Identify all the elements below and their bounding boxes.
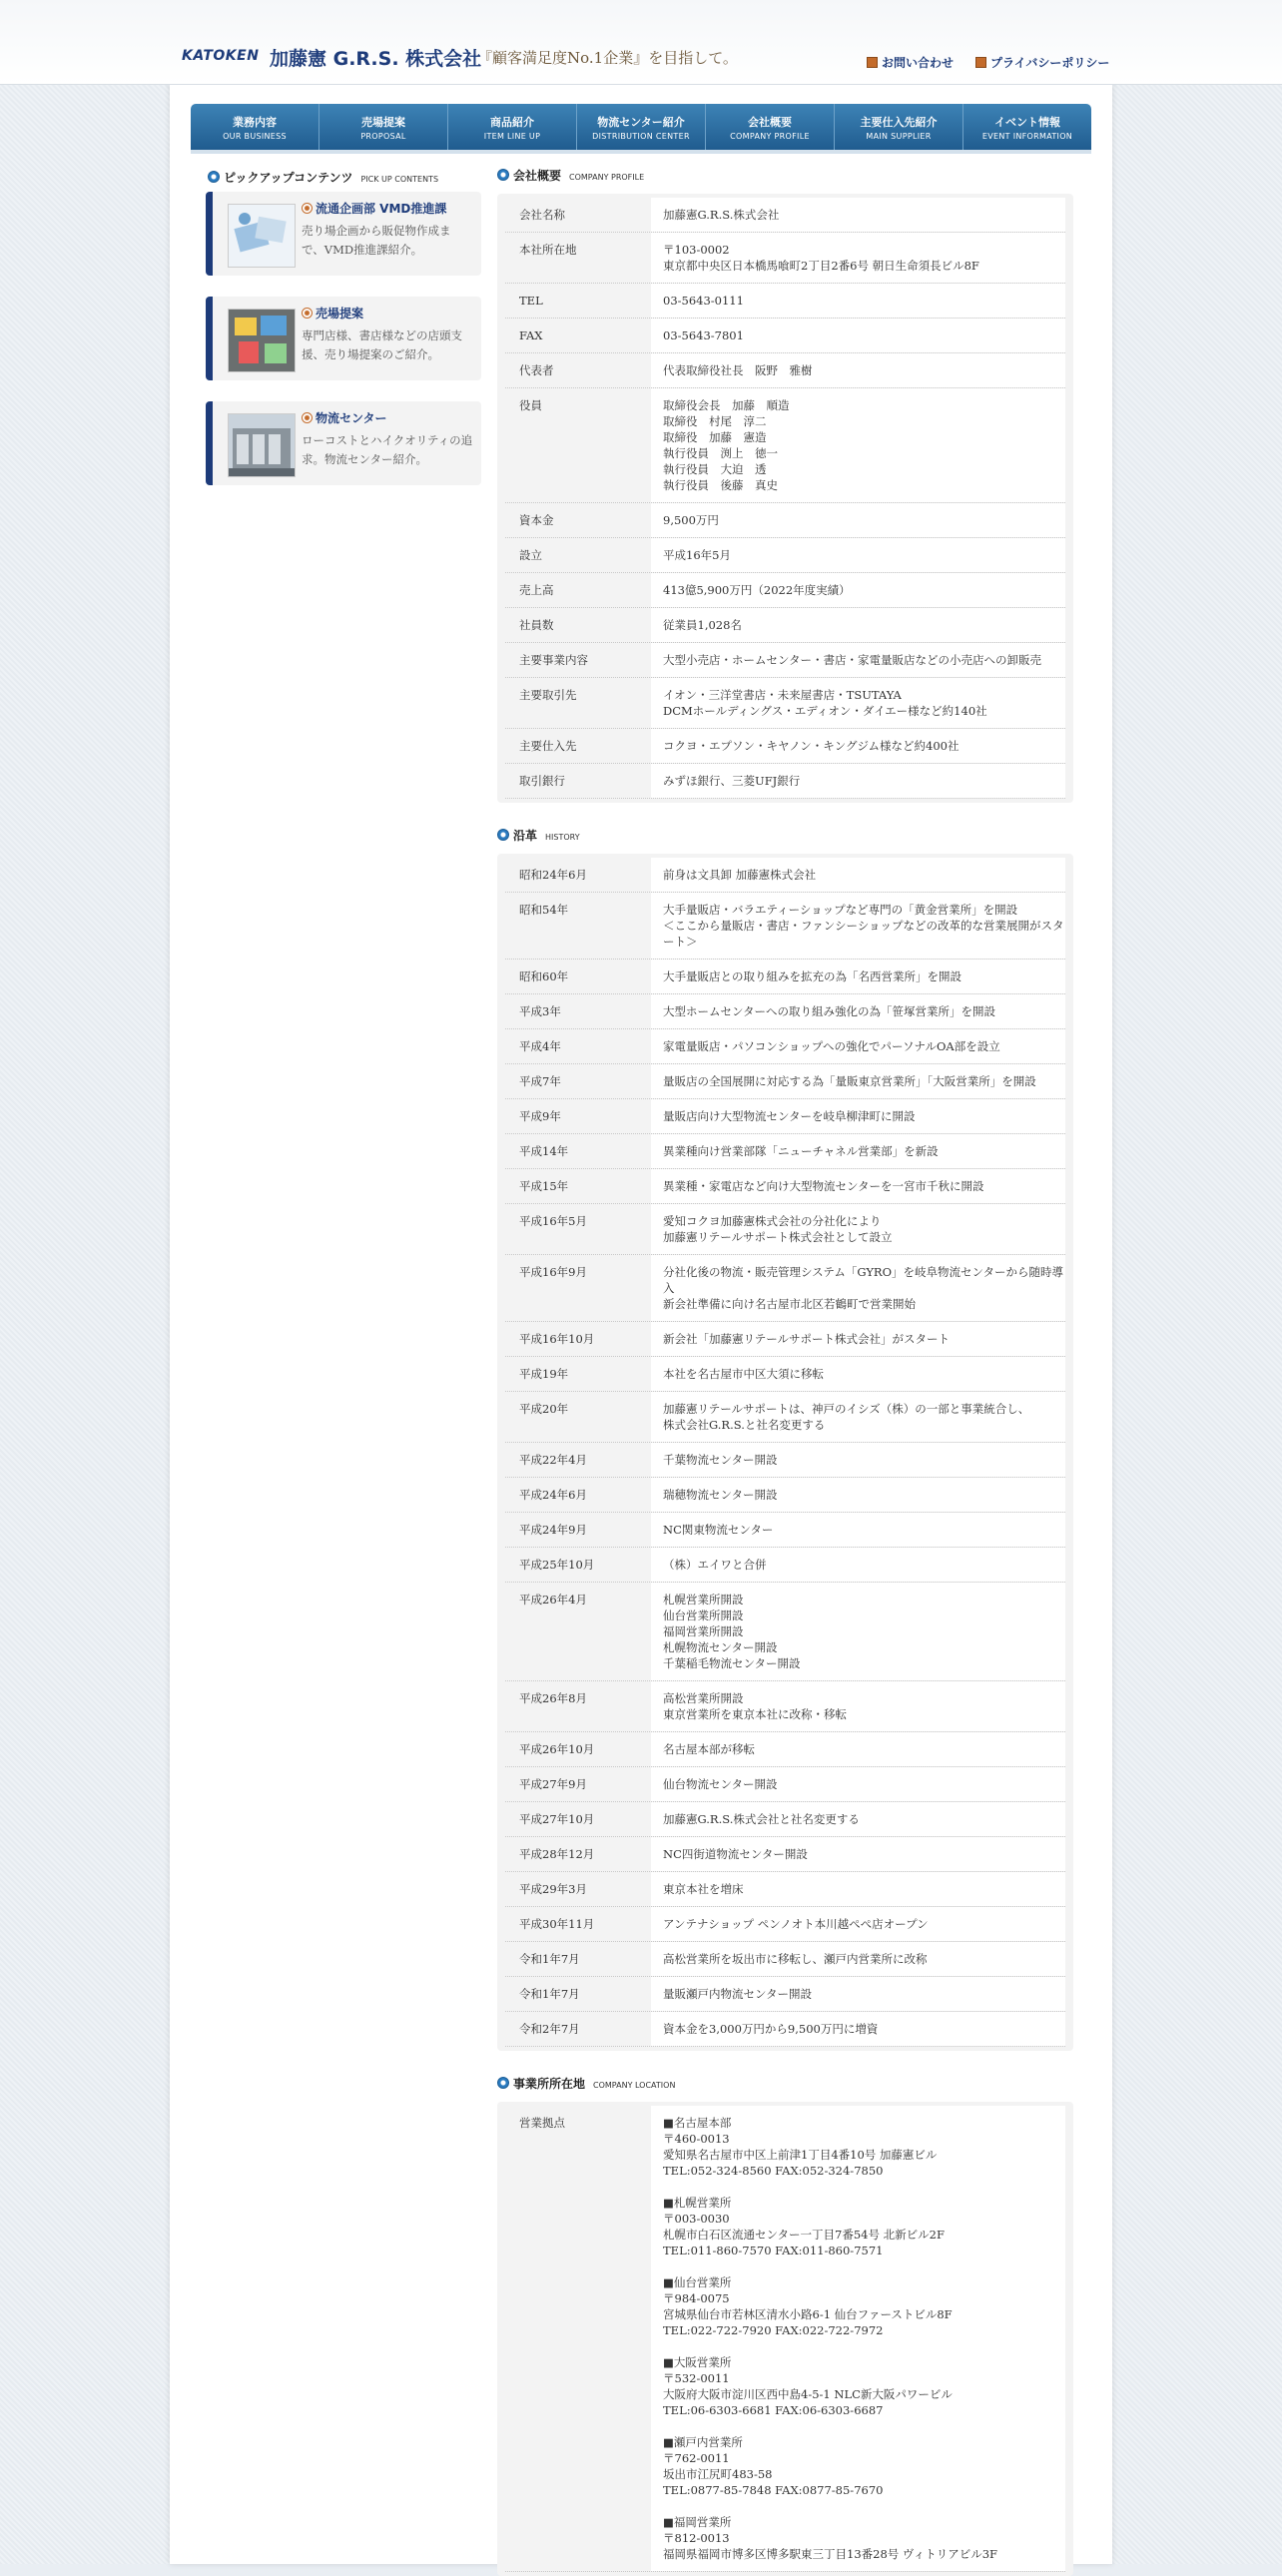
site-header [0, 0, 1282, 85]
table-row [505, 608, 1065, 643]
bullet-icon [497, 829, 509, 841]
row-value: 千葉物流センター開設 [651, 1443, 1065, 1477]
table-row [505, 858, 1065, 893]
row-value: NC四街道物流センター開設 [651, 1837, 1065, 1871]
row-label: 平成20年 [519, 1402, 569, 1416]
row-label: 平成14年 [519, 1144, 569, 1158]
row-label: 会社名称 [519, 208, 565, 222]
row-label: 平成16年10月 [519, 1332, 595, 1346]
table-row [505, 643, 1065, 678]
row-label: 平成26年4月 [519, 1593, 587, 1607]
row-label: 平成3年 [519, 1004, 561, 1018]
row-label: 平成16年5月 [519, 1214, 587, 1228]
table-row [505, 1029, 1065, 1064]
row-value: 前身は文具卸 加藤憲株式会社 [651, 858, 1065, 892]
bullet-icon [208, 171, 220, 183]
table-row [505, 678, 1065, 729]
row-value: 仙台物流センター開設 [651, 1767, 1065, 1801]
row-label: 平成7年 [519, 1074, 561, 1088]
row-value: 取締役会長 加藤 順造 取締役 村尾 淳二 取締役 加藤 憲造 執行役員 渕上 徳一 執行役員 大迫 透 執行役員 後藤 真史 [651, 388, 1065, 502]
row-value: 03-5643-7801 [651, 319, 1065, 352]
row-label: 平成28年12月 [519, 1847, 595, 1861]
row-label: TEL [519, 294, 543, 308]
vmd-thumbnail [228, 204, 296, 268]
table-row [505, 1977, 1065, 2012]
katoken-logo[interactable]: KATOKEN [182, 48, 260, 64]
table-row [505, 1064, 1065, 1099]
company-name[interactable]: 加藤憲 G.R.S. 株式会社 [270, 48, 482, 70]
row-label: 代表者 [519, 363, 554, 377]
row-label: 平成24年6月 [519, 1488, 587, 1502]
row-label: FAX [519, 328, 543, 342]
profile-table [497, 194, 1073, 803]
row-value: 東京本社を増床 [651, 1872, 1065, 1906]
table-row [505, 729, 1065, 764]
pickup-heading: ピックアップコンテンツ PICK UP CONTENTS [208, 169, 438, 186]
row-label: 社員数 [519, 618, 554, 632]
nav-proposal[interactable]: 売場提案 PROPOSAL [320, 104, 448, 150]
nav-profile[interactable]: 会社概要 COMPANY PROFILE [706, 104, 835, 150]
row-value: 高松営業所を坂出市に移転し、瀬戸内営業所に改称 [651, 1942, 1065, 1976]
row-value: 高松営業所開設 東京営業所を東京本社に改称・移転 [651, 1681, 1065, 1731]
row-label: 設立 [519, 548, 542, 562]
profile-heading: 会社概要 COMPANY PROFILE [497, 167, 644, 184]
row-value: 家電量販店・パソコンショップへの強化でパーソナルOA部を設立 [651, 1029, 1065, 1063]
row-label: 昭和24年6月 [519, 868, 587, 882]
row-value: 異業種向け営業部隊「ニューチャネル営業部」を新設 [651, 1134, 1065, 1168]
row-label: 昭和60年 [519, 969, 569, 983]
table-row [505, 2106, 1065, 2572]
nav-items[interactable]: 商品紹介 ITEM LINE UP [448, 104, 577, 150]
row-label: 主要仕入先 [519, 739, 577, 753]
row-value: 大手量販店・バラエティーショップなど専門の「黄金営業所」を開設 ＜ここから量販店・書店・ファンシーショップなどの改革的な営業展開がスタート＞ [651, 893, 1065, 959]
table-row [505, 284, 1065, 319]
row-label: 平成26年8月 [519, 1691, 587, 1705]
row-label: 平成30年11月 [519, 1917, 595, 1931]
row-value: 〒103-0002 東京都中央区日本橋馬喰町2丁目2番6号 朝日生命須長ビル8F [651, 233, 1065, 283]
row-label: 平成25年10月 [519, 1558, 595, 1572]
table-row [505, 1099, 1065, 1134]
row-label: 役員 [519, 398, 542, 412]
table-row [505, 1837, 1065, 1872]
pickup-distribution[interactable]: 物流センター ローコストとハイクオリティの追求。物流センター紹介。 [206, 401, 481, 485]
row-label: 平成9年 [519, 1109, 561, 1123]
row-value: 名古屋本部が移転 [651, 1732, 1065, 1766]
distribution-thumbnail [228, 413, 296, 477]
row-value: 資本金を3,000万円から9,500万円に増資 [651, 2012, 1065, 2046]
slogan: 『顧客満足度No.1企業』を目指して。 [477, 49, 738, 67]
row-label: 平成27年9月 [519, 1777, 587, 1791]
bullet-icon [497, 2077, 509, 2089]
row-value: 加藤憲リテールサポートは、神戸のイシズ（株）の一部と事業統合し、 株式会社G.R.S.と社名変更する [651, 1392, 1065, 1442]
row-label: 令和2年7月 [519, 2022, 580, 2036]
row-value: 従業員1,028名 [651, 608, 1065, 642]
row-value: 加藤憲G.R.S.株式会社と社名変更する [651, 1802, 1065, 1836]
nav-supplier[interactable]: 主要仕入先紹介 MAIN SUPPLIER [835, 104, 963, 150]
pickup-proposal[interactable]: 売場提案 専門店様、書店様などの店頭支援、売り場提案のご紹介。 [206, 297, 481, 380]
table-row [505, 319, 1065, 353]
row-value: 加藤憲G.R.S.株式会社 [651, 198, 1065, 232]
row-value: 量販瀬戸内物流センター開設 [651, 1977, 1065, 2011]
row-value: アンテナショップ ペンノオト本川越ぺぺ店オープン [651, 1907, 1065, 1941]
table-row [505, 1255, 1065, 1322]
row-value: ■名古屋本部 〒460-0013 愛知県名古屋市中区上前津1丁目4番10号 加藤憲ビル TEL:052-324-8560 FAX:052-324-7850 ■札幌営業所 〒003-0030 札幌市白石区流通センター一丁目7番54号 北新ビル2F TEL:011-860-7570 FAX:011-860-7571 ■仙台営業所 〒984-0075 宮城県仙台市若林区清水小路6-1 仙台ファーストビル8F TEL:022-722-7920 FAX:022-722-7972 ■大阪営業所 〒532-0011 大阪府大阪市淀川区西中島4-5-1 NLC新大阪パワービル TEL:06-6303-6681 FAX:06-6303-6687 ■瀬戸内営業所 〒762-0011 坂出市江尻町483-58 TEL:0877-85-7848 FAX:0877-85-7670 ■福岡営業所 〒812-0013 福岡県福岡市博多区博多駅東三丁目13番28号 ヴィトリアビル3F [651, 2106, 1065, 2571]
nav-shadow [191, 150, 1091, 154]
row-label: 平成16年9月 [519, 1265, 587, 1279]
row-value: 代表取締役社長 阪野 雅樹 [651, 353, 1065, 387]
row-value: 大型小売店・ホームセンター・書店・家電量販店などの小売店への卸販売 [651, 643, 1065, 677]
table-row [505, 1802, 1065, 1837]
table-row [505, 1357, 1065, 1392]
table-row [505, 198, 1065, 233]
table-row [505, 893, 1065, 960]
row-label: 平成19年 [519, 1367, 569, 1381]
table-row [505, 1942, 1065, 1977]
row-label: 平成24年9月 [519, 1523, 587, 1537]
global-nav [191, 104, 1091, 150]
table-row [505, 1767, 1065, 1802]
table-row [505, 388, 1065, 503]
table-row [505, 1681, 1065, 1732]
row-label: 令和1年7月 [519, 1987, 580, 2001]
row-label: 平成26年10月 [519, 1742, 595, 1756]
row-value: 413億5,900万円（2022年度実績） [651, 573, 1065, 607]
row-label: 平成29年3月 [519, 1882, 587, 1896]
table-row [505, 233, 1065, 284]
row-label: 平成4年 [519, 1039, 561, 1053]
row-label: 資本金 [519, 513, 554, 527]
table-row [505, 1732, 1065, 1767]
table-row [505, 1548, 1065, 1583]
table-row [505, 960, 1065, 994]
table-row [505, 1907, 1065, 1942]
row-value: みずほ銀行、三菱UFJ銀行 [651, 764, 1065, 798]
table-row [505, 353, 1065, 388]
row-value: 異業種・家電店など向け大型物流センターを一宮市千秋に開設 [651, 1169, 1065, 1203]
row-value: 大手量販店との取り組みを拡充の為「名西営業所」を開設 [651, 960, 1065, 993]
table-row [505, 538, 1065, 573]
row-value: コクヨ・エプソン・キヤノン・キングジム様など約400社 [651, 729, 1065, 763]
table-row [505, 2012, 1065, 2047]
row-value: イオン・三洋堂書店・未来屋書店・TSUTAYA DCMホールディングス・エディオン・ダイエー様など約140社 [651, 678, 1065, 728]
table-row [505, 1134, 1065, 1169]
row-label: 営業拠点 [519, 2116, 565, 2130]
table-row [505, 1169, 1065, 1204]
table-row [505, 1478, 1065, 1513]
table-row [505, 1204, 1065, 1255]
contact-link[interactable]: お問い合わせ [867, 54, 954, 71]
table-row [505, 1322, 1065, 1357]
table-row [505, 764, 1065, 799]
privacy-link[interactable]: プライバシーポリシー [975, 54, 1109, 71]
bullet-icon [497, 169, 509, 181]
table-row [505, 994, 1065, 1029]
row-label: 主要取引先 [519, 688, 577, 702]
row-value: 愛知コクヨ加藤憲株式会社の分社化により 加藤憲リテールサポート株式会社として設立 [651, 1204, 1065, 1254]
row-label: 昭和54年 [519, 903, 569, 917]
table-row [505, 1392, 1065, 1443]
row-label: 平成22年4月 [519, 1453, 587, 1467]
location-heading: 事業所所在地 COMPANY LOCATION [497, 2075, 675, 2092]
row-value: 平成16年5月 [651, 538, 1065, 572]
row-value: 札幌営業所開設 仙台営業所開設 福岡営業所開設 札幌物流センター開設 千葉稲毛物流センター開設 [651, 1583, 1065, 1680]
row-value: 量販店向け大型物流センターを岐阜柳津町に開設 [651, 1099, 1065, 1133]
mail-icon [867, 57, 878, 68]
row-label: 平成15年 [519, 1179, 569, 1193]
row-label: 主要事業内容 [519, 653, 588, 667]
pickup-vmd[interactable]: 流通企画部 VMD推進課 売り場企画から販促物作成まで、VMD推進課紹介。 [206, 192, 481, 276]
document-icon [975, 57, 986, 68]
row-value: 大型ホームセンターへの取り組み強化の為「笹塚営業所」を開設 [651, 994, 1065, 1028]
row-label: 令和1年7月 [519, 1952, 580, 1966]
row-value: 分社化後の物流・販売管理システム「GYRO」を岐阜物流センターから随時導入 新会社準備に向け名古屋市北区若鶴町で営業開始 [651, 1255, 1065, 1321]
row-label: 平成27年10月 [519, 1812, 595, 1826]
row-label: 取引銀行 [519, 774, 565, 788]
row-value: 瑞穂物流センター開設 [651, 1478, 1065, 1512]
nav-event[interactable]: イベント情報 EVENT INFORMATION [981, 116, 1073, 141]
row-value: 9,500万円 [651, 503, 1065, 537]
table-row [505, 1872, 1065, 1907]
table-row [505, 1443, 1065, 1478]
table-row [505, 1513, 1065, 1548]
nav-distribution[interactable]: 物流センター紹介 DISTRIBUTION CENTER [577, 104, 706, 150]
nav-business[interactable]: 業務内容 OUR BUSINESS [191, 104, 320, 150]
table-row [505, 573, 1065, 608]
history-table [497, 854, 1073, 2051]
row-label: 本社所在地 [519, 243, 577, 257]
row-value: （株）エイワと合併 [651, 1548, 1065, 1582]
row-value: NC関東物流センター [651, 1513, 1065, 1547]
row-label: 売上高 [519, 583, 554, 597]
row-value: 03-5643-0111 [651, 284, 1065, 318]
proposal-thumbnail [228, 309, 296, 372]
row-value: 量販店の全国展開に対応する為「量販東京営業所」「大阪営業所」を開設 [651, 1064, 1065, 1098]
table-row [505, 503, 1065, 538]
history-heading: 沿革 HISTORY [497, 827, 580, 844]
row-value: 本社を名古屋市中区大須に移転 [651, 1357, 1065, 1391]
location-table [497, 2102, 1073, 2576]
table-row [505, 1583, 1065, 1681]
row-value: 新会社「加藤憲リテールサポート株式会社」がスタート [651, 1322, 1065, 1356]
